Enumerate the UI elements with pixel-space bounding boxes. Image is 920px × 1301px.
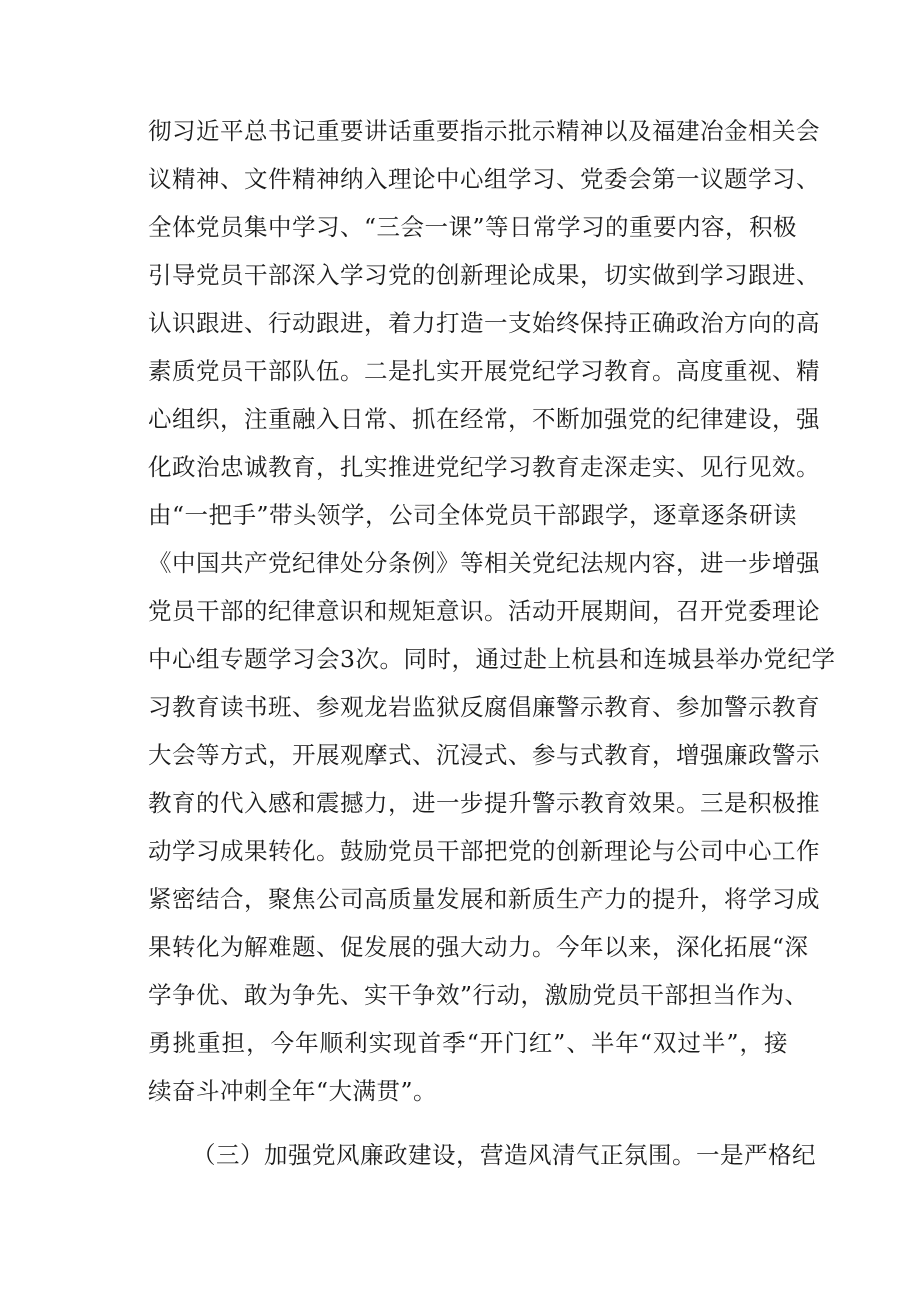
text-line: 素质党员干部队伍。二是扎实开展党纪学习教育。高度重视、精 bbox=[148, 357, 820, 385]
text-line: 紧密结合，聚焦公司高质量发展和新质生产力的提升，将学习成 bbox=[148, 885, 820, 913]
text-line: 学争优、敢为争先、实干争效”行动，激励党员干部担当作为、 bbox=[148, 981, 809, 1009]
text-line: 党员干部的纪律意识和规矩意识。活动开展期间，召开党委理论 bbox=[148, 597, 820, 625]
text-line: 教育的代入感和震撼力，进一步提升警示教育效果。三是积极推 bbox=[148, 789, 820, 817]
text-line: 化政治忠诚教育，扎实推进党纪学习教育走深走实、见行见效。 bbox=[148, 453, 820, 481]
text-line: 中心组专题学习会3次。同时，通过赴上杭县和连城县举办党纪学 bbox=[148, 645, 836, 673]
text-line: 动学习成果转化。鼓励党员干部把党的创新理论与公司中心工作 bbox=[148, 837, 820, 865]
text-line: 引导党员干部深入学习党的创新理论成果，切实做到学习跟进、 bbox=[148, 261, 820, 289]
text-line: 果转化为解难题、促发展的强大动力。今年以来，深化拓展“深 bbox=[148, 933, 809, 961]
section-heading-line: （三）加强党风廉政建设，营造风清气正氛围。一是严格纪 bbox=[192, 1141, 816, 1169]
text-line: 续奋斗冲刺全年“大满贯”。 bbox=[148, 1077, 438, 1105]
text-line: 彻习近平总书记重要讲话重要指示批示精神以及福建冶金相关会 bbox=[148, 117, 820, 145]
text-line: 《中国共产党纪律处分条例》等相关党纪法规内容，进一步增强 bbox=[148, 549, 820, 577]
text-line: 大会等方式，开展观摩式、沉浸式、参与式教育，增强廉政警示 bbox=[148, 741, 820, 769]
text-line: 议精神、文件精神纳入理论中心组学习、党委会第一议题学习、 bbox=[148, 165, 820, 193]
text-line: 心组织，注重融入日常、抓在经常，不断加强党的纪律建设，强 bbox=[148, 405, 820, 433]
text-line: 由“一把手”带头领学，公司全体党员干部跟学，逐章逐条研读 bbox=[148, 501, 798, 529]
text-line: 勇挑重担，今年顺利实现首季“开门红”、半年“双过半”，接 bbox=[148, 1029, 788, 1057]
text-line: 习教育读书班、参观龙岩监狱反腐倡廉警示教育、参加警示教育 bbox=[148, 693, 820, 721]
text-line: 全体党员集中学习、“三会一课”等日常学习的重要内容，积极 bbox=[148, 213, 798, 241]
text-line: 认识跟进、行动跟进，着力打造一支始终保持正确政治方向的高 bbox=[148, 309, 820, 337]
